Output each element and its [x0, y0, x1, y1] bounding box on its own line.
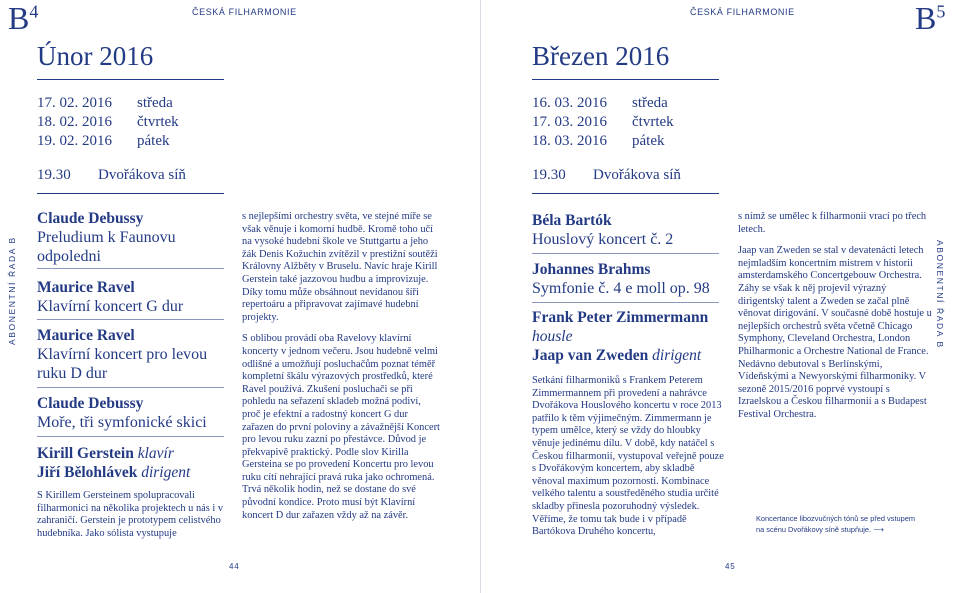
- divider: [37, 319, 224, 320]
- left-time-venue: 19.30 Dvořákova síň: [37, 167, 186, 183]
- date-row: 18. 03. 2016 pátek: [532, 133, 665, 149]
- composer-name: Maurice Ravel: [37, 279, 135, 296]
- body-paragraph: s nímž se umělec k filharmonii vrací po třech letech.: [738, 211, 927, 235]
- left-series-label: ABONENTNÍ ŘADA B: [7, 236, 17, 345]
- left-month-rule: [37, 79, 224, 80]
- right-program-item: [532, 260, 722, 298]
- work-title: Klavírní koncert pro levou ruku D dur: [37, 346, 208, 382]
- body-paragraph: Setkání filharmoniků s Frankem Peterem Zimmermannem při provedení a nahrávce Dvořákova Houslového koncertu v roce 2013 patřilo k těm výjimečným. Zimmermann je typem umělce, který se vždy do hloubky věnuje jedinému dílu. V době, kdy natáčel s Českou filharmonií, vystupoval veřejně pouze s Dvořákovým koncertem, aby skladbě věnoval maximum pozornosti. Kombinace velkého talentu a soustředěného studia určité skladby přinesla pozoruhodný výsledek. Věříme, že tomu tak bude i v případě Bartókova Druhého koncertu,: [532, 375, 724, 538]
- divider: [37, 268, 224, 269]
- performer-name: Frank Peter Zimmermann: [532, 309, 709, 326]
- right-body-col2: [738, 211, 934, 431]
- body-paragraph: Jaap van Zweden se stal v devatenácti letech nejmladším koncertním mistrem v historii amsterdamského Concertgebouw Orchestra. Záhy se však k něj projevil výrazný dirigentský talent a Zweden se začal plně věnovat dirigování. V současné době hostuje u nejlepších orchestrů světa včetně Chicago Symphony, Cleveland Orchestra, London Philharmonic a Orchestre National de France. Nedávno debutoval s Berlínskými, Vídeňskými a Newyorskými filharmoniky. V sezoně 2015/2016 poprvé vystoupí s Izraelskou a Českou filharmonií a s Budapest Festival Orchestra.: [738, 245, 932, 420]
- left-date-list: [37, 94, 179, 151]
- left-program-item: [37, 278, 227, 316]
- left-page-number: 44: [229, 562, 240, 571]
- page-gutter: [480, 0, 481, 593]
- left-body-col1: [37, 490, 227, 549]
- arrow-right-icon: ⟶: [873, 525, 884, 534]
- performer: Jiří Bělohlávek dirigent: [37, 464, 191, 481]
- divider: [532, 302, 719, 303]
- work-title: Moře, tři symfonické skici: [37, 414, 207, 431]
- work-title: Houslový koncert č. 2: [532, 231, 674, 248]
- right-program-item: [532, 211, 722, 249]
- left-program-item: [37, 394, 227, 432]
- composer-name: Johannes Brahms: [532, 261, 651, 278]
- work-title: Preludium k Faunovu odpoledni: [37, 229, 176, 265]
- composer-name: Béla Bartók: [532, 212, 612, 229]
- left-section-letter: $B^4$: [8, 0, 39, 36]
- left-program-item: [37, 326, 227, 383]
- left-body-col2: [242, 211, 441, 531]
- right-page-number: 45: [725, 562, 736, 571]
- composer-name: Claude Debussy: [37, 210, 144, 227]
- date-row: 17. 03. 2016 čtvrtek: [532, 114, 674, 130]
- right-month-title: Březen 2016: [532, 41, 670, 71]
- right-date-list: [532, 94, 674, 151]
- right-section-letter: $B^5$: [915, 0, 946, 36]
- composer-name: Claude Debussy: [37, 395, 144, 412]
- right-performers: [532, 308, 732, 365]
- footnote: Koncertance libozvučných tónů se před vstupem na scénu Dvořákovy síně stupňuje. ⟶: [756, 514, 915, 534]
- right-series-label: ABONENTNÍ ŘADA B: [935, 240, 945, 349]
- body-paragraph: s nejlepšími orchestry světa, ve stejné míře se však věnuje i komorní hudbě. Kromě toho učí na vysoké hudební škole ve Stuttgartu a jeho žák Denis Kožuchin zvítězil v prestižní soutěži Královny Alžběty v Bruselu. Navíc hraje Kirill Gerstein také jazzovou hudbu a improvizuje. Díky tomu může obsáhnout nevídanou šíři repertoáru a připravovat zajímavé hudební projekty.: [242, 211, 438, 323]
- performer: Jaap van Zweden dirigent: [532, 347, 702, 364]
- right-month-rule: [532, 79, 719, 80]
- right-header-org: ČESKÁ FILHARMONIE: [690, 7, 795, 17]
- left-month-title: Únor 2016: [37, 41, 154, 71]
- divider: [37, 436, 224, 437]
- body-paragraph: S Kirillem Gersteinem spolupracovali filharmonici na několika projektech u nás i v zahraničí. Gerstein je prototypem celistvého hudebníka. Jako sólista vystupuje: [37, 490, 224, 539]
- right-time-venue: 19.30 Dvořákova síň: [532, 167, 681, 183]
- right-body-col1: [532, 375, 724, 548]
- left-header-org: ČESKÁ FILHARMONIE: [192, 7, 297, 17]
- date-row: 18. 02. 2016 čtvrtek: [37, 114, 179, 130]
- performer: Kirill Gerstein klavír: [37, 445, 174, 462]
- composer-name: Maurice Ravel: [37, 327, 135, 344]
- performer-role: housle: [532, 328, 573, 345]
- body-paragraph: S oblibou provádí oba Ravelovy klavírní koncerty v jednom večeru. Jsou hudebně velmi odlišné a umožňují posluchačům poznat téměř kompletní škálu výrazových prostředků, které Ravel používá. Zkušení posluchači se při pohledu na seřazení skladeb možná podiví, proč je efektní a radostný koncert G dur zařazen do první poloviny a závažnější Koncert pro levou ruku zazní po přestávce. Důvod je překvapivě praktický. Podle slov Kirilla Gersteina se po provedení Koncertu pro levou ruku cítí nehrající pravá ruka jako ochromená. Trvá několik hodin, než se dostane do své původní kondice. Proto musí být Klavírní koncert D dur zařazen vždy až na závěr.: [242, 333, 440, 521]
- left-performers: [37, 444, 227, 482]
- divider: [532, 253, 719, 254]
- left-program-item: [37, 209, 227, 266]
- date-row: 16. 03. 2016 středa: [532, 95, 668, 111]
- work-title: Klavírní koncert G dur: [37, 298, 184, 315]
- divider: [37, 387, 224, 388]
- left-venue-rule: [37, 193, 224, 194]
- date-row: 17. 02. 2016 středa: [37, 95, 173, 111]
- right-venue-rule: [532, 193, 719, 194]
- work-title: Symfonie č. 4 e moll op. 98: [532, 280, 710, 297]
- date-row: 19. 02. 2016 pátek: [37, 133, 170, 149]
